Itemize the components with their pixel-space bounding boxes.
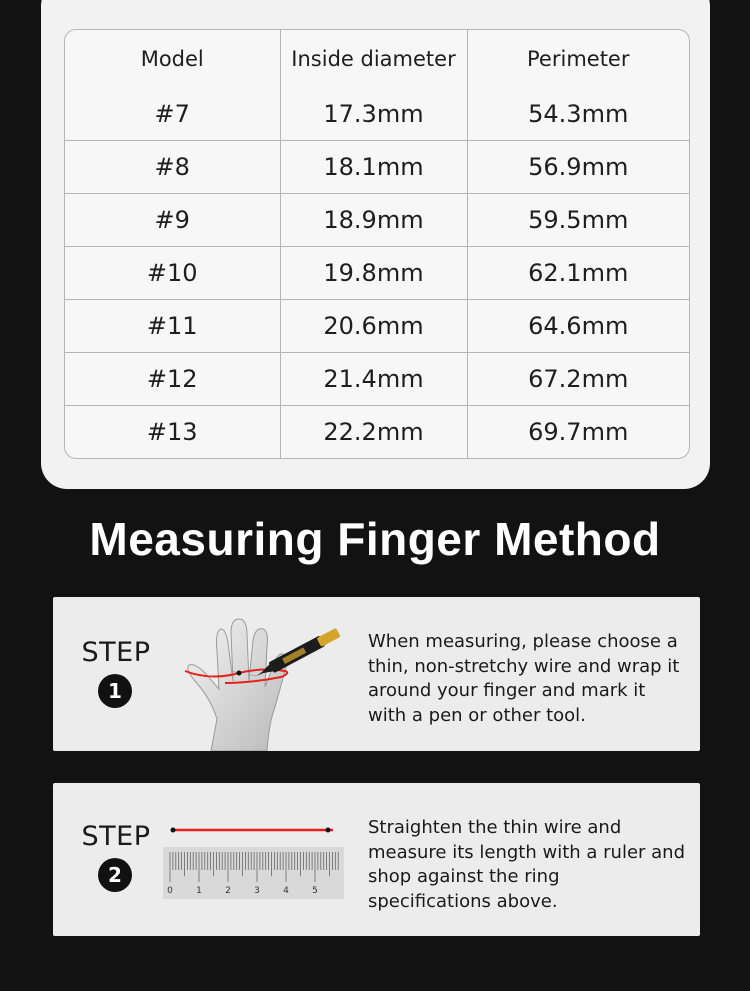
cell-model: #9 [65, 193, 280, 246]
ruler-tick-label: 4 [283, 886, 289, 896]
ruler-with-wire-icon [161, 821, 346, 903]
ruler-tick-label: 3 [254, 886, 260, 896]
step-2-text: Straighten the thin wire and measure its length with a ruler and shop against the ring specifications above. [368, 817, 686, 912]
cell-perimeter: 67.2mm [467, 353, 689, 406]
cell-diameter: 20.6mm [280, 300, 467, 353]
step-label: STEP [81, 637, 151, 668]
cell-perimeter: 64.6mm [467, 300, 689, 353]
cell-diameter: 19.8mm [280, 246, 467, 299]
step-label: STEP [81, 821, 151, 852]
table-row [65, 140, 689, 193]
cell-diameter: 17.3mm [280, 88, 467, 140]
step-number-badge: 2 [98, 858, 132, 892]
cell-model: #12 [65, 353, 280, 406]
table-row [65, 300, 689, 353]
header-perimeter: Perimeter [527, 47, 630, 71]
table-row [65, 193, 689, 246]
cell-diameter: 18.9mm [280, 193, 467, 246]
step-1-card [53, 597, 700, 751]
ring-size-table [64, 29, 690, 459]
step-2-card [53, 783, 700, 936]
cell-model: #8 [65, 140, 280, 193]
step-1-text: When measuring, please choose a thin, non-stretchy wire and wrap it around your finger and mark it with a pen or other tool. [368, 631, 680, 726]
cell-diameter: 22.2mm [280, 406, 467, 458]
cell-perimeter: 69.7mm [528, 418, 629, 447]
ruler-tick-label: 5 [312, 886, 318, 896]
cell-perimeter: 62.1mm [467, 246, 689, 299]
header-inside-diameter: Inside diameter [280, 30, 467, 88]
table-row [65, 246, 689, 299]
cell-model: #10 [65, 246, 280, 299]
cell-perimeter: 59.5mm [467, 193, 689, 246]
table-row [65, 88, 689, 140]
cell-diameter: 18.1mm [280, 140, 467, 193]
cell-model: #7 [65, 88, 280, 140]
cell-perimeter: 56.9mm [467, 140, 689, 193]
header-model: Model [65, 30, 280, 88]
table-header-row [65, 30, 689, 88]
cell-model: #13 [65, 406, 280, 458]
table-row [65, 406, 689, 458]
hand-with-pen-icon [171, 611, 353, 751]
ruler-tick-label: 1 [196, 886, 202, 896]
cell-model: #11 [65, 300, 280, 353]
cell-diameter: 21.4mm [280, 353, 467, 406]
ruler-tick-label: 2 [225, 886, 231, 896]
cell-perimeter: 54.3mm [467, 88, 689, 140]
section-title: Measuring Finger Method [89, 513, 661, 565]
step-number-badge: 1 [98, 674, 132, 708]
ruler-tick-label: 0 [167, 886, 173, 896]
table-row [65, 353, 689, 406]
